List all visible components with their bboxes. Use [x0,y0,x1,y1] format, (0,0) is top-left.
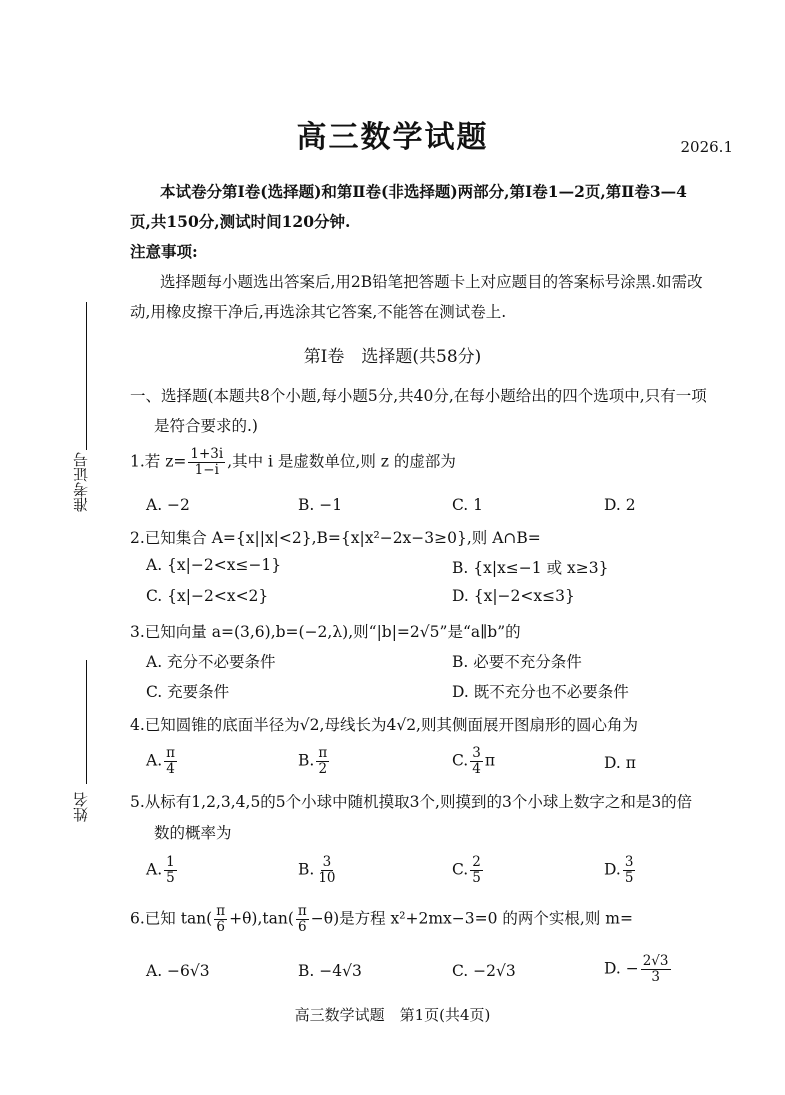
q5-option-d: D. $\frac{3}{5}$ [604,854,634,886]
notes-heading: 注意事项: [130,242,198,261]
q6-option-b: B. −4√3 [298,962,362,980]
q4-option-b: B. $\frac{\pi}{2}$ [298,745,328,777]
q5-option-b: B. $\frac{3}{10}$ [298,854,336,886]
q2-option-c: C. {x|−2<x<2} [146,587,269,605]
q1-option-a: A. −2 [146,496,190,514]
note-line-2: 动,用橡皮擦干净后,再选涂其它答案,不能答在测试卷上. [130,303,507,321]
q1-option-d: D. 2 [604,496,636,514]
q1-numerator: 1+3i [190,446,224,462]
binding-line-top [86,302,87,450]
q6-option-c: C. −2√3 [452,962,516,980]
q1-denominator: 1−i [194,462,219,478]
q1-option-b: B. −1 [298,496,343,514]
q2-option-d: D. {x|−2<x≤3} [452,587,575,605]
section-instruction-2: 是符合要求的.) [154,417,258,435]
q3-option-b: B. 必要不充分条件 [452,653,582,671]
q4-option-d: D. π [604,754,636,772]
q2-option-a: A. {x|−2<x≤−1} [146,556,282,574]
name-label: 姓名 [72,792,90,822]
q5-option-c: C. $\frac{2}{5}$ [452,854,481,886]
question-6-stem: 6.已知 tan( $\frac{\pi}{6}$ +θ),tan( $\frac{\pi}{6}$ −θ)是方程 x²+2mx−3=0 的两个实根,则 m= [130,903,633,935]
page-title: 高三数学试题 [296,120,489,155]
question-4-stem: 4.已知圆锥的底面半径为√2,母线长为4√2,则其侧面展开图扇形的圆心角为 [130,716,638,734]
note-line-1: 选择题每小题选出答案后,用2B铅笔把答题卡上对应题目的答案标号涂黑.如需改 [160,273,703,291]
intro-line-2: 页,共150分,测试时间120分钟. [130,212,351,231]
q5-option-a: A. $\frac{1}{5}$ [146,854,175,886]
q2-option-b: B. {x|x≤−1 或 x≥3} [452,559,609,577]
q3-option-a: A. 充分不必要条件 [146,653,276,671]
q4-option-c: C. $\frac{3}{4}$ π [452,745,496,777]
page-footer: 高三数学试题 第1页(共4页) [294,1006,491,1024]
q6-option-d: D. − $\frac{2√3}{3}$ [604,953,669,985]
q1-option-c: C. 1 [452,496,484,514]
q4-option-a: A. $\frac{\pi}{4}$ [146,745,175,777]
exam-date: 2026.1 [680,138,733,156]
q3-option-d: D. 既不充分也不必要条件 [452,683,629,701]
question-3-stem: 3.已知向量 a=(3,6),b=(−2,λ),则“|b|=2√5”是“a∥b”的 [130,623,521,641]
question-5-stem-2: 数的概率为 [154,824,232,842]
question-2-stem: 2.已知集合 A={x||x|<2},B={x|x²−2x−3≥0},则 A∩B= [130,529,541,547]
question-1-stem [130,447,456,478]
q1-fraction [188,447,225,478]
binding-line-bottom [86,660,87,784]
exam-id-label: 准考证号 [72,452,90,512]
intro-line-1: 本试卷分第Ⅰ卷(选择题)和第Ⅱ卷(非选择题)两部分,第Ⅰ卷1—2页,第Ⅱ卷3—4 [160,182,687,201]
q3-option-c: C. 充要条件 [146,683,230,701]
section-title: 第Ⅰ卷 选择题(共58分) [303,347,482,367]
q1-prefix: 1.若 z= [130,452,187,471]
q6-option-a: A. −6√3 [146,962,210,980]
section-instruction-1: 一、选择题(本题共8个小题,每小题5分,共40分,在每小题给出的四个选项中,只有一项 [130,387,707,405]
q1-suffix: ,其中 i 是虚数单位,则 z 的虚部为 [227,452,456,471]
question-5-stem-1: 5.从标有1,2,3,4,5的5个小球中随机摸取3个,则摸到的3个小球上数字之和是3的倍 [130,793,693,811]
